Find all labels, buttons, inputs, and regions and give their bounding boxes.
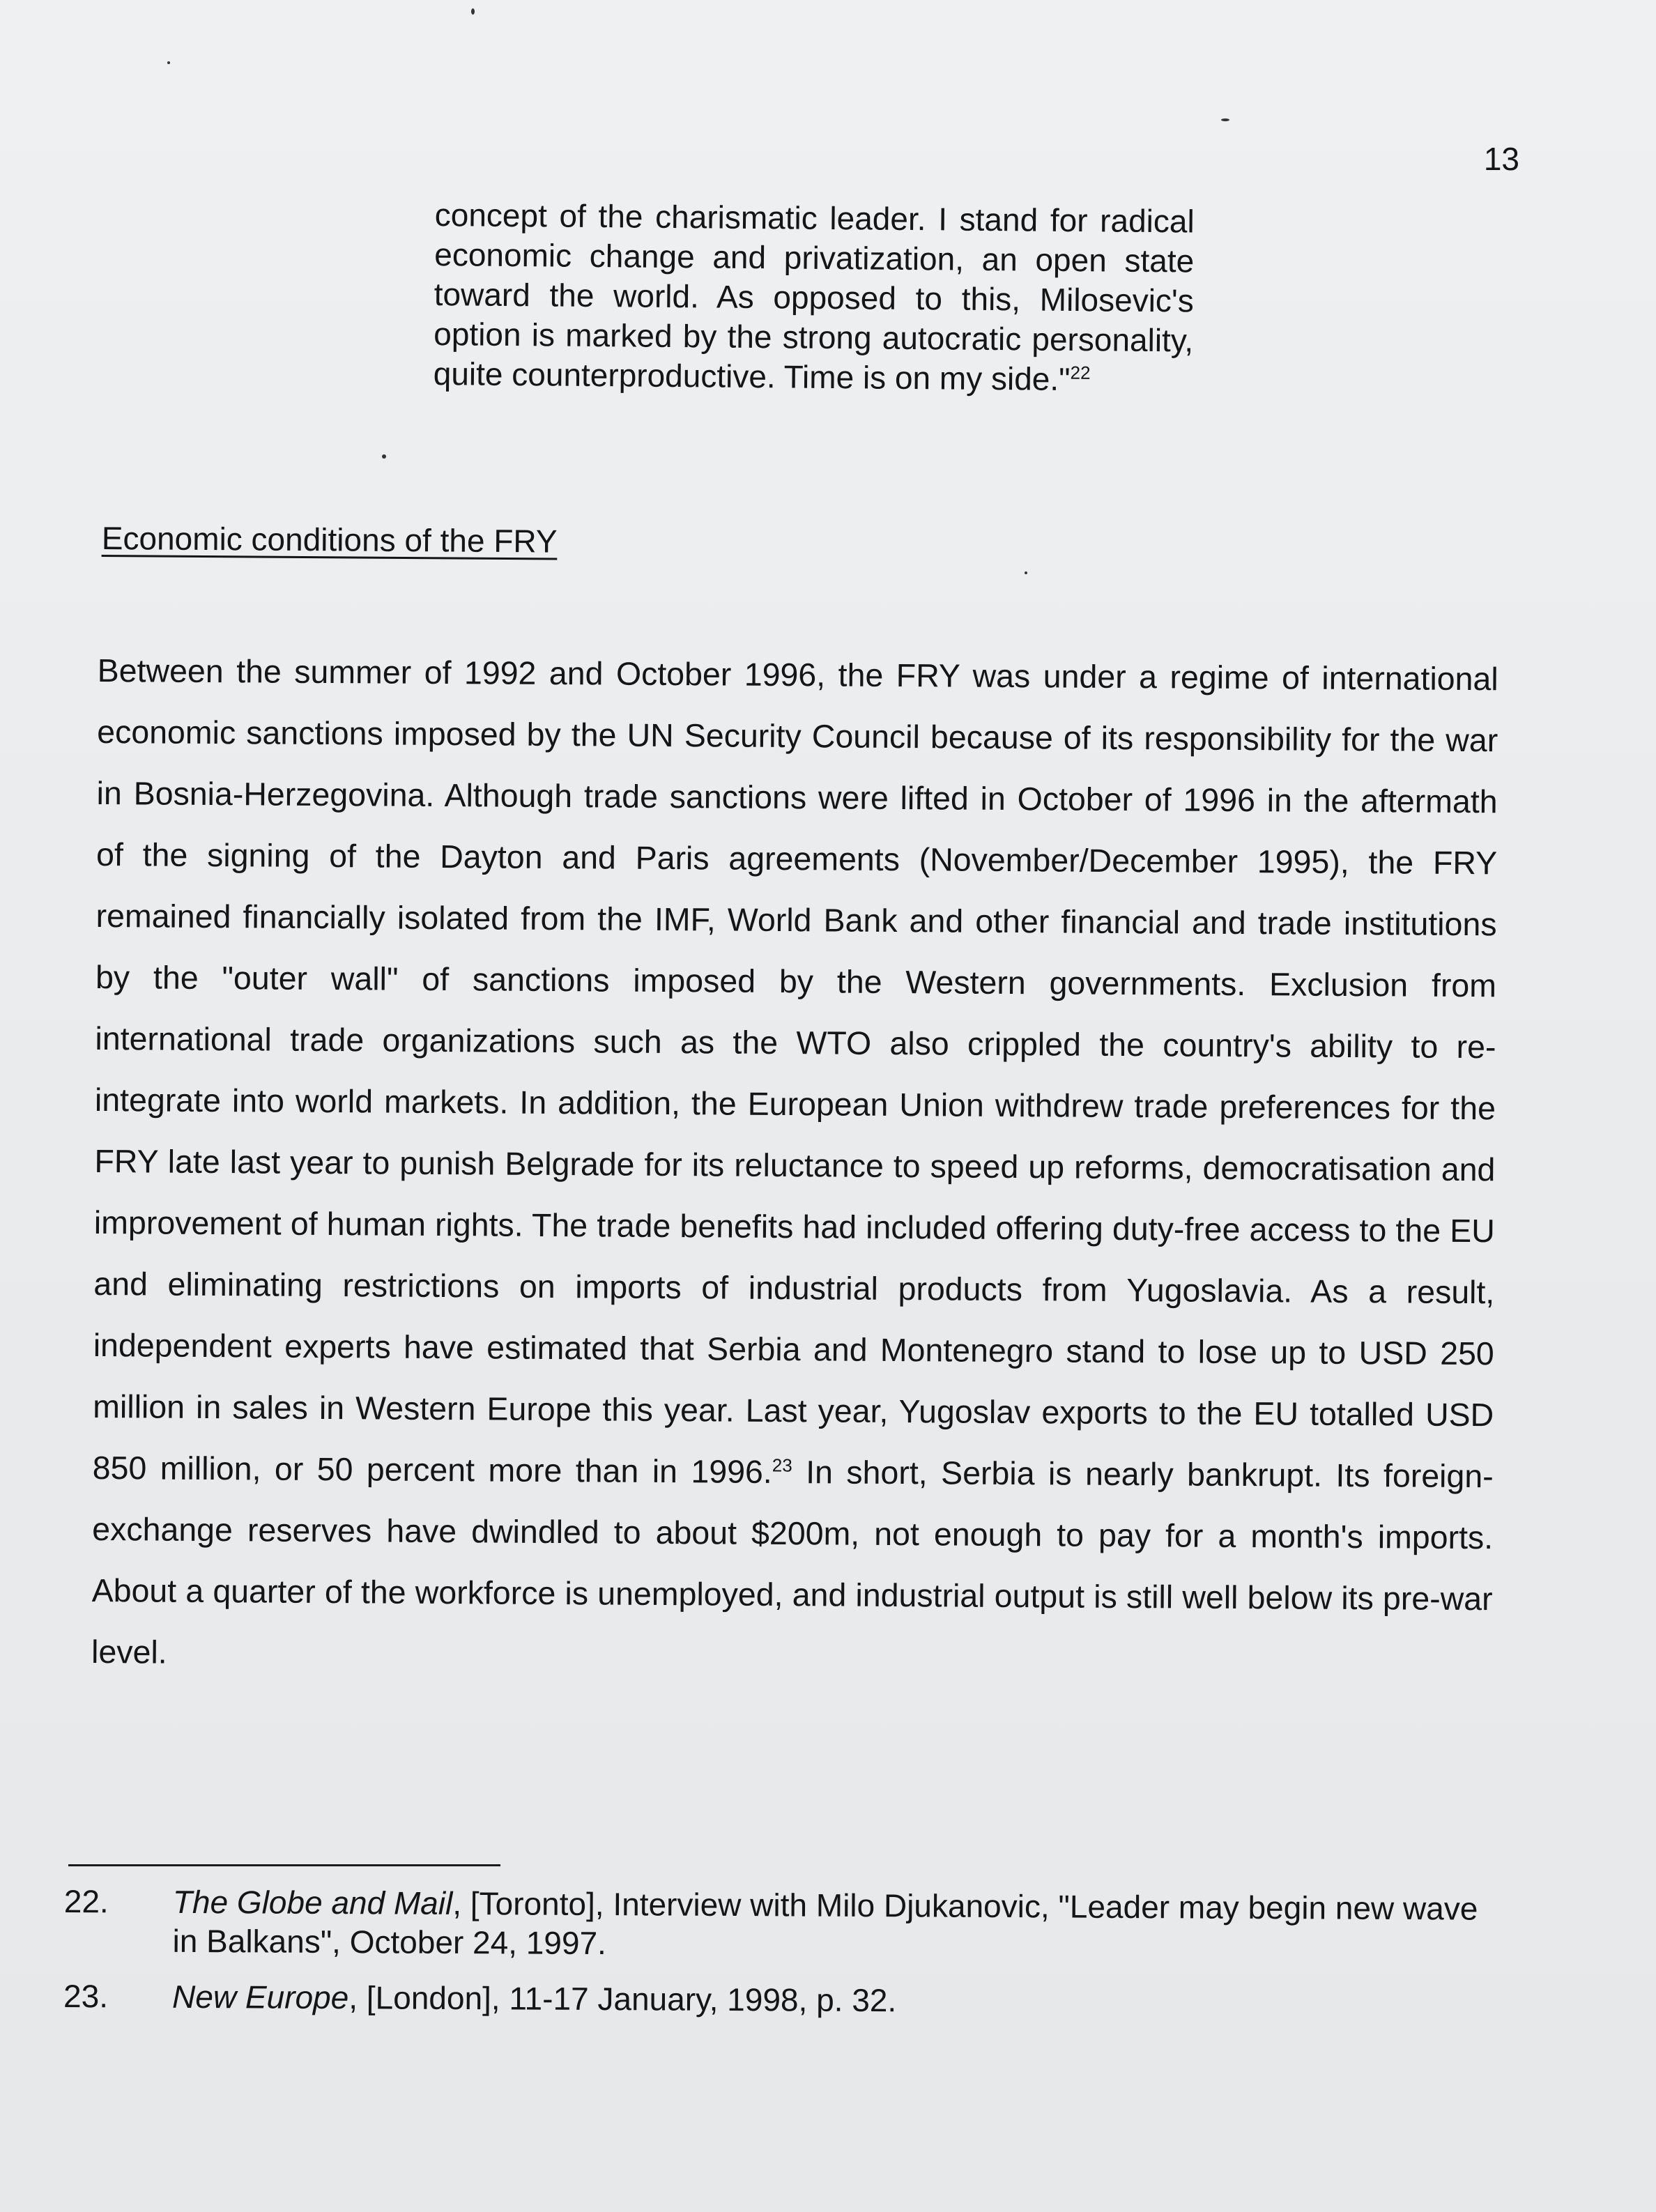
footnote-citation: , [Toronto], Interview with Milo Djukanovic, "Leader may begin new wave in Balkans", October 24, 1997. xyxy=(172,1884,1478,1962)
paragraph-text xyxy=(91,640,1498,1691)
quote-text: concept of the charismatic leader. I stand for radical economic change and privatization, an open state toward the world. As opposed to this, Milosevic's option is marked by the strong autocratic personality, quite counterproductive. Time is on my side." xyxy=(433,196,1195,397)
footnote-ref-23: 23 xyxy=(772,1454,792,1476)
footnote-number: 23. xyxy=(63,1977,109,2015)
footnotes xyxy=(63,1882,1493,2040)
footnote-ref-22: 22 xyxy=(1070,362,1091,383)
footnote-text xyxy=(172,1884,1478,1961)
paragraph-part-2: In short, Serbia is nearly bankrupt. Its foreign-exchange reserves have dwindled to about $200m, not enough to pay for a month's imports. About a quarter of the workforce is unemployed, and industrial output is still well below its pre-war level. xyxy=(91,1454,1494,1670)
scan-speck xyxy=(382,454,386,459)
scan-speck xyxy=(471,8,475,15)
footnote-text xyxy=(172,1979,896,2018)
page-number: 13 xyxy=(1483,141,1519,177)
scan-speck xyxy=(1025,571,1027,574)
section-heading: Economic conditions of the FRY xyxy=(101,519,558,560)
paragraph-part-1: Between the summer of 1992 and October 1996, the FRY was under a regime of international economic sanctions imposed by the UN Security Council because of its responsibility for the war in Bosnia-Herzegovina. Although trade sanctions were lifted in October of 1996 in the aftermath of the signing of the Dayton and Paris agreements (November/December 1995), the FRY remained financially isolated from the IMF, World Bank and other financial and trade institutions by the "outer wall" of sanctions imposed by the Western governments. Exclusion from international trade organizations such as the WTO also crippled the country's ability to re-integrate into world markets. In addition, the European Union withdrew trade preferences for the FRY late last year to punish Belgrade for its reluctance to speed up reforms, democratisation and improvement of human rights. The trade benefits had included offering duty-free access to the EU and eliminating restrictions on imports of industrial products from Yugoslavia. As a result, independent experts have estimated that Serbia and Montenegro stand to lose up to USD 250 million in sales in Western Europe this year. Last year, Yugoslav exports to the EU totalled USD 850 million, or 50 percent more than in 1996. xyxy=(92,652,1498,1490)
body-paragraph xyxy=(91,640,1498,1691)
footnote-source: The Globe and Mail xyxy=(172,1883,453,1921)
quote-paragraph xyxy=(434,195,1195,401)
footnote-22 xyxy=(63,1882,1493,1967)
block-quote xyxy=(434,195,1195,401)
scan-speck xyxy=(167,61,170,64)
footnote-citation: , [London], 11-17 January, 1998, p. 32. xyxy=(348,1979,897,2019)
scan-speck xyxy=(1221,118,1229,121)
footnote-source: New Europe xyxy=(172,1978,349,2016)
footnote-separator xyxy=(68,1864,500,1866)
footnote-number: 22. xyxy=(63,1883,109,1920)
footnote-23 xyxy=(63,1976,1492,2023)
